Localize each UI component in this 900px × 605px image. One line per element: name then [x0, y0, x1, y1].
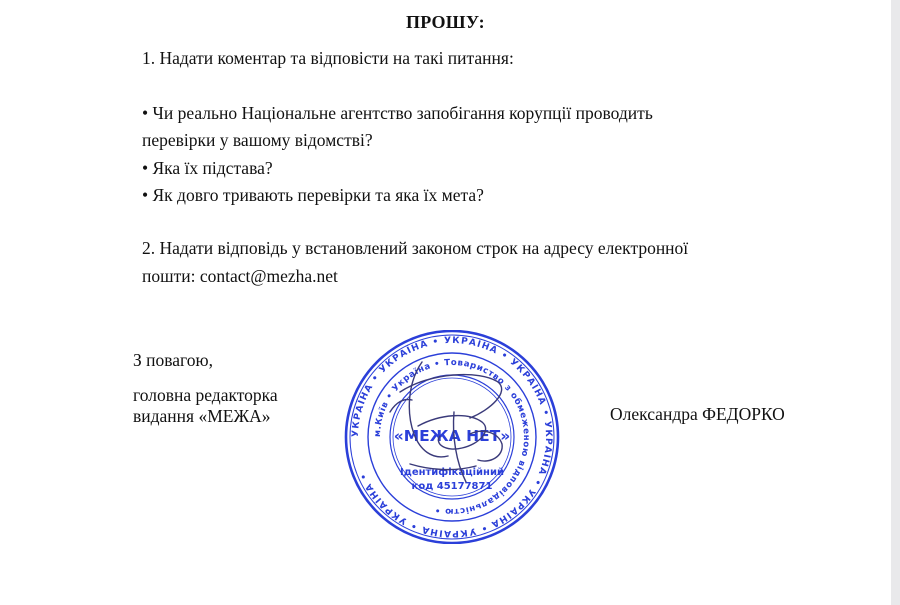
- document-title: ПРОШУ:: [406, 12, 485, 32]
- request-item-2: 2. Надати відповідь у встановлений законом строк на адресу електронної: [142, 238, 689, 258]
- signatory-name: Олександра ФЕДОРКО: [610, 404, 785, 424]
- question-bullet-1: • Чи реально Національне агентство запобігання корупції проводить: [142, 103, 653, 123]
- signoff-position-line-2: видання «МЕЖА»: [133, 406, 271, 426]
- seal-id-label: Ідентифікаційний: [400, 467, 504, 478]
- seal-id-code: код 45177871: [411, 481, 493, 492]
- seal-outer-ring-text: УКРАЇНА • УКРАЇНА • УКРАЇНА • УКРАЇНА • УКРАЇНА • УКРАЇНА • УКРАЇНА • УКРАЇНА •: [350, 335, 554, 539]
- seal-inner-ring-text: м.Київ • Україна • Товариство з обмеженою відповідальністю •: [372, 357, 532, 517]
- handwritten-signature: [370, 352, 530, 502]
- seal-company-name: «МЕЖА НЕТ»: [393, 427, 511, 445]
- signoff-greeting: З повагою,: [133, 350, 213, 370]
- signoff-position-line-1: головна редакторка: [133, 385, 278, 405]
- request-item-2-email: пошти: contact@mezha.net: [142, 266, 338, 286]
- request-item-1: 1. Надати коментар та відповісти на такі питання:: [142, 48, 514, 68]
- question-bullet-2: • Яка їх підстава?: [142, 158, 273, 178]
- question-bullet-1-continuation: перевірки у вашому відомстві?: [142, 130, 373, 150]
- question-bullet-3: • Як довго тривають перевірки та яка їх мета?: [142, 185, 484, 205]
